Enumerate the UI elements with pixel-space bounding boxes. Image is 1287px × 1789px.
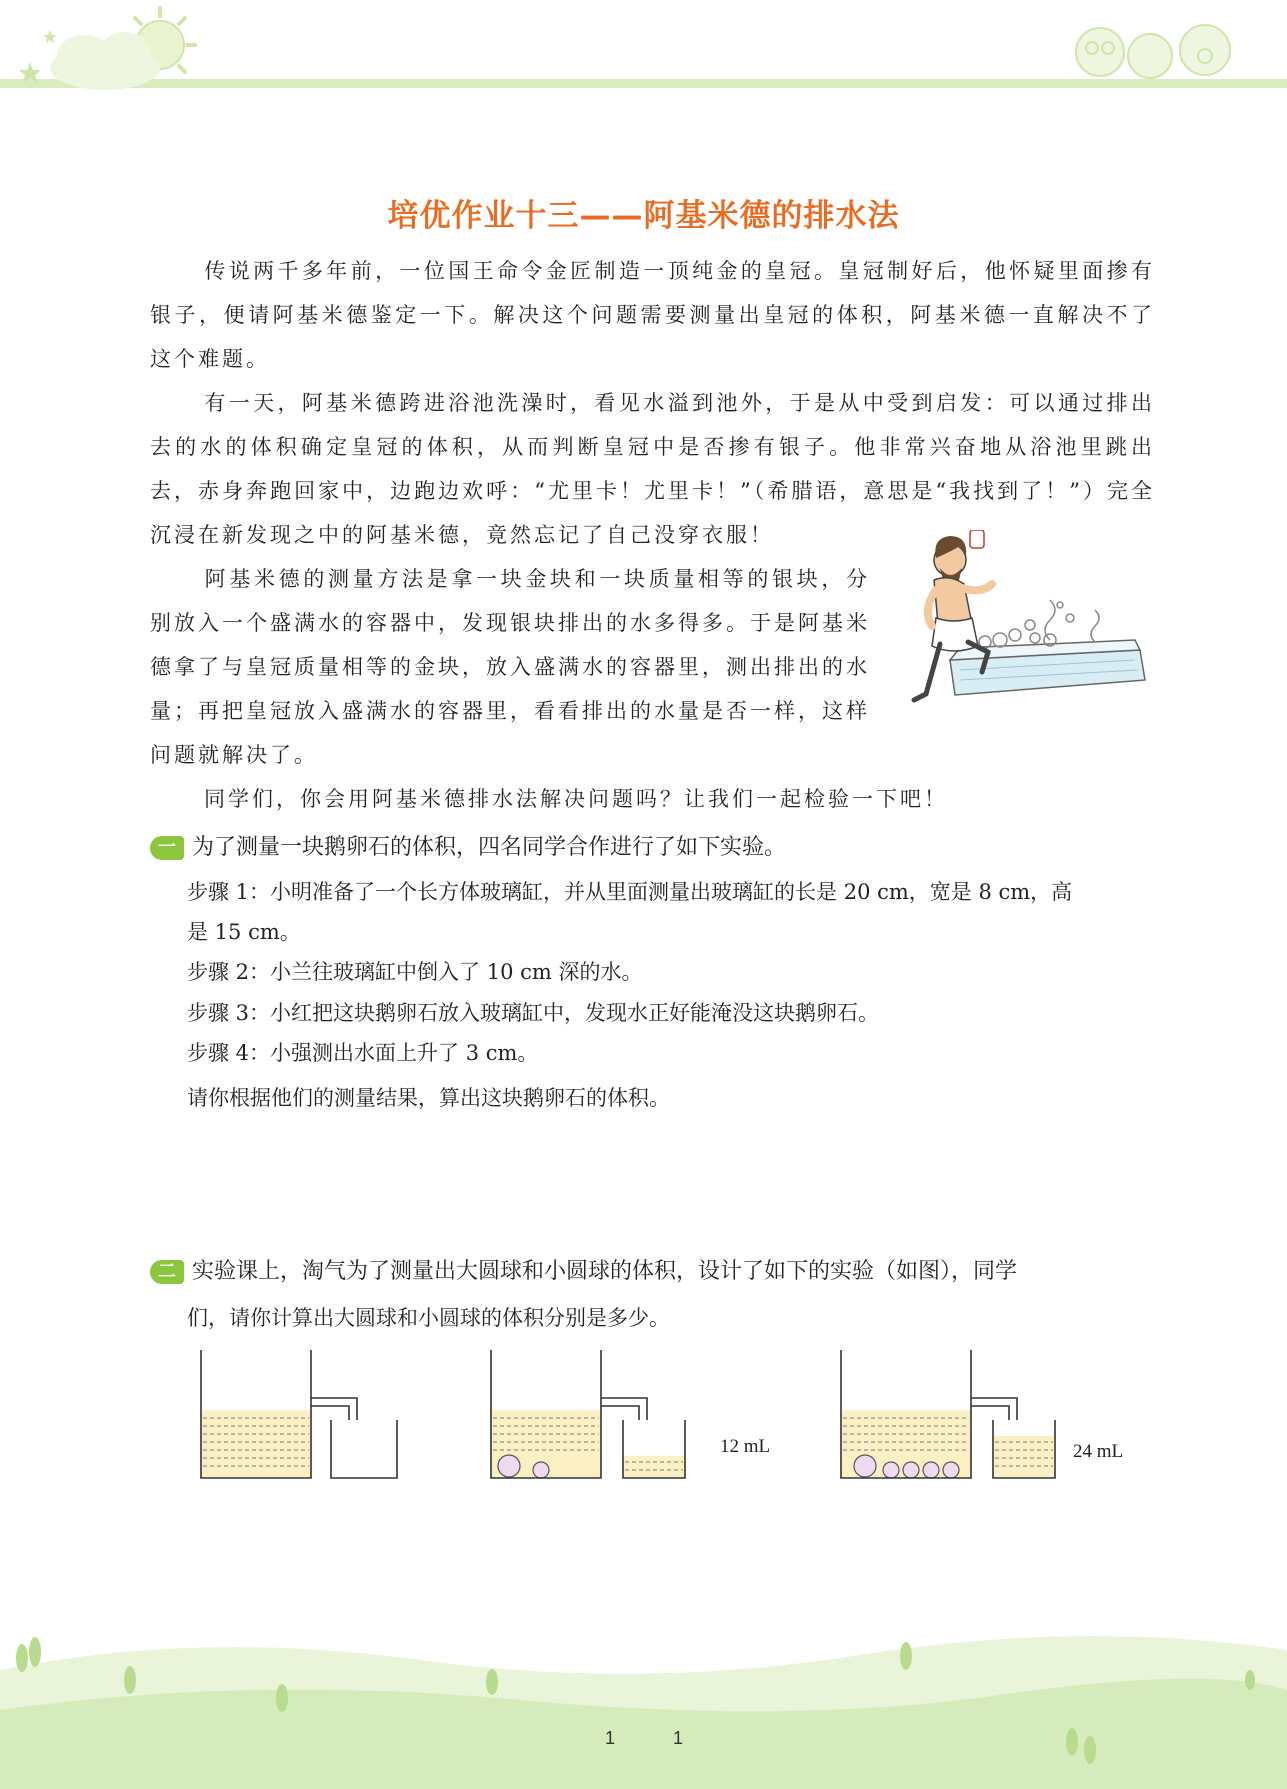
question-2-heading: 二 实验课上，淘气为了测量出大圆球和小圆球的体积，设计了如下的实验（如图），同学 <box>150 1250 1017 1294</box>
header-decoration <box>0 0 1287 110</box>
question-1-step-3: 步骤 3：小红把这块鹅卵石放入玻璃缸中，发现水正好能淹没这块鹅卵石。 <box>187 1001 880 1025</box>
page-number-left: 1 <box>605 1728 616 1748</box>
question-1-step-1-continued: 是 15 cm。 <box>187 920 301 944</box>
small-ball <box>883 1462 899 1478</box>
animal-faces-icon <box>1076 25 1230 78</box>
question-1-prompt: 请你根据他们的测量结果，算出这块鹅卵石的体积。 <box>187 1086 670 1110</box>
small-ball <box>533 1462 549 1478</box>
question-1-heading: 一 为了测量一块鹅卵石的体积，四名同学合作进行了如下实验。 <box>150 826 786 870</box>
story-paragraph-4: 同学们，你会用阿基米德排水法解决问题吗？让我们一起检验一下吧！ <box>204 787 948 811</box>
page-number-right: 1 <box>673 1728 684 1748</box>
question-2-badge: 二 <box>150 1260 184 1284</box>
volume-label-24ml: 24 mL <box>1073 1441 1124 1462</box>
story-paragraph-3: 阿基米德的测量方法是拿一块金块和一块质量相等的银块，分别放入一个盛满水的容器中，发现银块排出的水多得多。于是阿基米德拿了与皇冠质量相等的金块，放入盛满水的容器里，测出排出的水量；再把皇冠放入盛满水的容器里，看看排出的水量是否一样，这样问题就解决了。 <box>150 567 870 767</box>
question-1-badge: 一 <box>150 836 184 860</box>
question-1-step-2: 步骤 2：小兰往玻璃缸中倒入了 10 cm 深的水。 <box>187 960 643 984</box>
question-2-line-2: 们，请你计算出大圆球和小圆球的体积分别是多少。 <box>187 1306 670 1330</box>
star-icon <box>19 30 57 83</box>
story-paragraph-2: 有一天，阿基米德跨进浴池洗澡时，看见水溢到池外，于是从中受到启发：可以通过排出去的水的体积确定皇冠的体积，从而判断皇冠中是否掺有银子。他非常兴奋地从浴池里跳出去，赤身奔跑回家中，边跑边欢呼：“尤里卡！尤里卡！”（希腊语，意思是“我找到了！”）完全沉浸在新发现之中的阿基米德，竟然忘记了自己没穿衣服！ <box>150 391 1155 547</box>
page-title: 培优作业十三——阿基米德的排水法 <box>387 198 900 234</box>
small-ball <box>903 1462 919 1478</box>
small-ball <box>943 1462 959 1478</box>
experiment-3-diagram <box>835 1340 1065 1480</box>
footer-decoration <box>0 1600 1287 1789</box>
question-1-step-4: 步骤 4：小强测出水面上升了 3 cm。 <box>187 1041 539 1065</box>
volume-label-12ml: 12 mL <box>720 1436 771 1457</box>
cloud-icon <box>50 32 160 90</box>
story-paragraph-1: 传说两千多年前，一位国王命令金匠制造一顶纯金的皇冠。皇冠制好后，他怀疑里面掺有银子，便请阿基米德鉴定一下。解决这个问题需要测量出皇冠的体积，阿基米德一直解决不了这个难题。 <box>150 259 1155 371</box>
experiment-2-diagram <box>485 1340 715 1480</box>
experiment-1-diagram <box>195 1340 410 1480</box>
small-ball <box>923 1462 939 1478</box>
large-ball <box>498 1455 520 1477</box>
question-1-step-1: 步骤 1：小明准备了一个长方体玻璃缸，并从里面测量出玻璃缸的长是 20 cm，宽是 8 cm，高 <box>187 880 1073 904</box>
large-ball <box>854 1455 876 1477</box>
archimedes-bath-illustration <box>890 530 1160 725</box>
